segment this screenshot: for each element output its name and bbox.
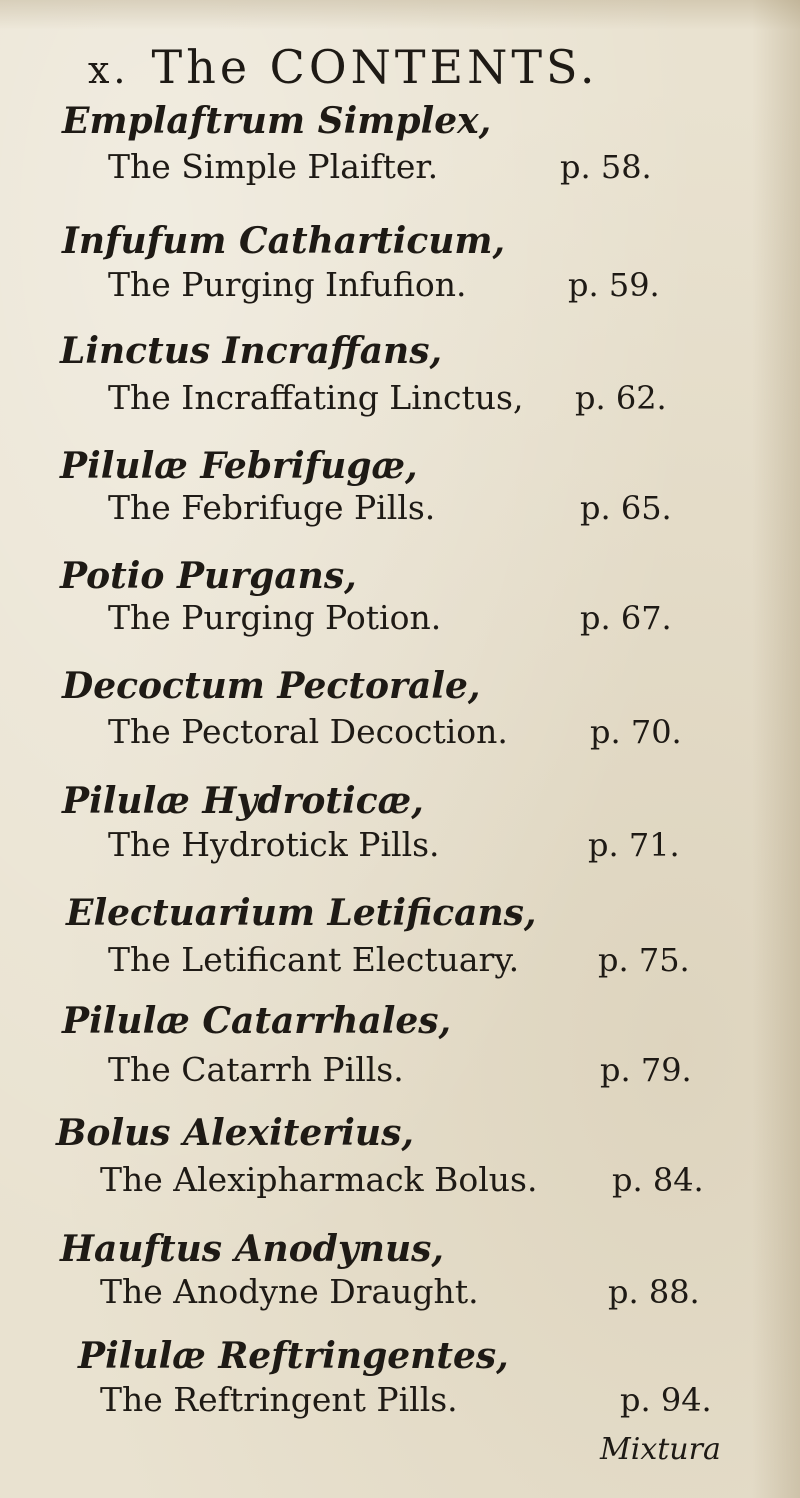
page-header [88, 40, 599, 94]
entry-english: The Purging Infufion. [108, 265, 467, 304]
entry-latin: Potio Purgans, [60, 555, 357, 597]
entry-page: p. 79. [600, 1051, 692, 1089]
catchword: Mixtura [600, 1432, 721, 1467]
entry-page: p. 58. [560, 148, 652, 186]
entry-page: p. 84. [612, 1161, 704, 1199]
entry-latin: Hauftus Anodynus, [60, 1228, 444, 1270]
entry-page: p. 75. [598, 941, 690, 979]
entry-page: p. 71. [588, 826, 680, 864]
entry-page: p. 59. [568, 266, 660, 304]
entry-english: The Purging Potion. [108, 598, 442, 637]
entry-english: The Hydrotick Pills. [108, 825, 440, 864]
entry-page: p. 62. [575, 379, 667, 417]
entry-latin: Linctus Incraffans, [60, 330, 442, 372]
entry-latin: Pilulæ Hydroticæ, [62, 780, 424, 822]
entry-latin: Bolus Alexiterius, [56, 1112, 414, 1154]
entry-english: The Reftringent Pills. [100, 1380, 458, 1419]
entry-english: The Catarrh Pills. [108, 1050, 404, 1089]
entry-english: The Febrifuge Pills. [108, 488, 436, 527]
entry-latin: Infufum Catharticum, [62, 220, 506, 262]
entry-page: p. 65. [580, 489, 672, 527]
page-title: The CONTENTS. [151, 40, 599, 94]
page-top-shadow [0, 0, 800, 30]
entry-latin: Pilulæ Catarrhales, [62, 1000, 452, 1042]
entry-page: p. 70. [590, 713, 682, 751]
entry-english: The Letificant Electuary. [108, 940, 520, 979]
entry-latin: Decoctum Pectorale, [62, 665, 481, 707]
entry-english: The Pectoral Decoction. [108, 712, 508, 751]
entry-english: The Simple Plaifter. [108, 147, 439, 186]
entry-english: The Anodyne Draught. [100, 1272, 479, 1311]
entry-page: p. 88. [608, 1273, 700, 1311]
page-right-shadow [752, 0, 800, 1498]
entry-latin: Pilulæ Reftringentes, [78, 1335, 509, 1377]
entry-english: The Incraffating Linctus, [108, 378, 524, 417]
entry-page: p. 94. [620, 1381, 712, 1419]
entry-page: p. 67. [580, 599, 672, 637]
page-marker: x. [88, 48, 130, 92]
entry-english: The Alexipharmack Bolus. [100, 1160, 538, 1199]
entry-latin: Electuarium Letificans, [66, 892, 537, 934]
entry-latin: Pilulæ Febrifugæ, [60, 445, 418, 487]
entry-latin: Emplaftrum Simplex, [62, 100, 492, 142]
